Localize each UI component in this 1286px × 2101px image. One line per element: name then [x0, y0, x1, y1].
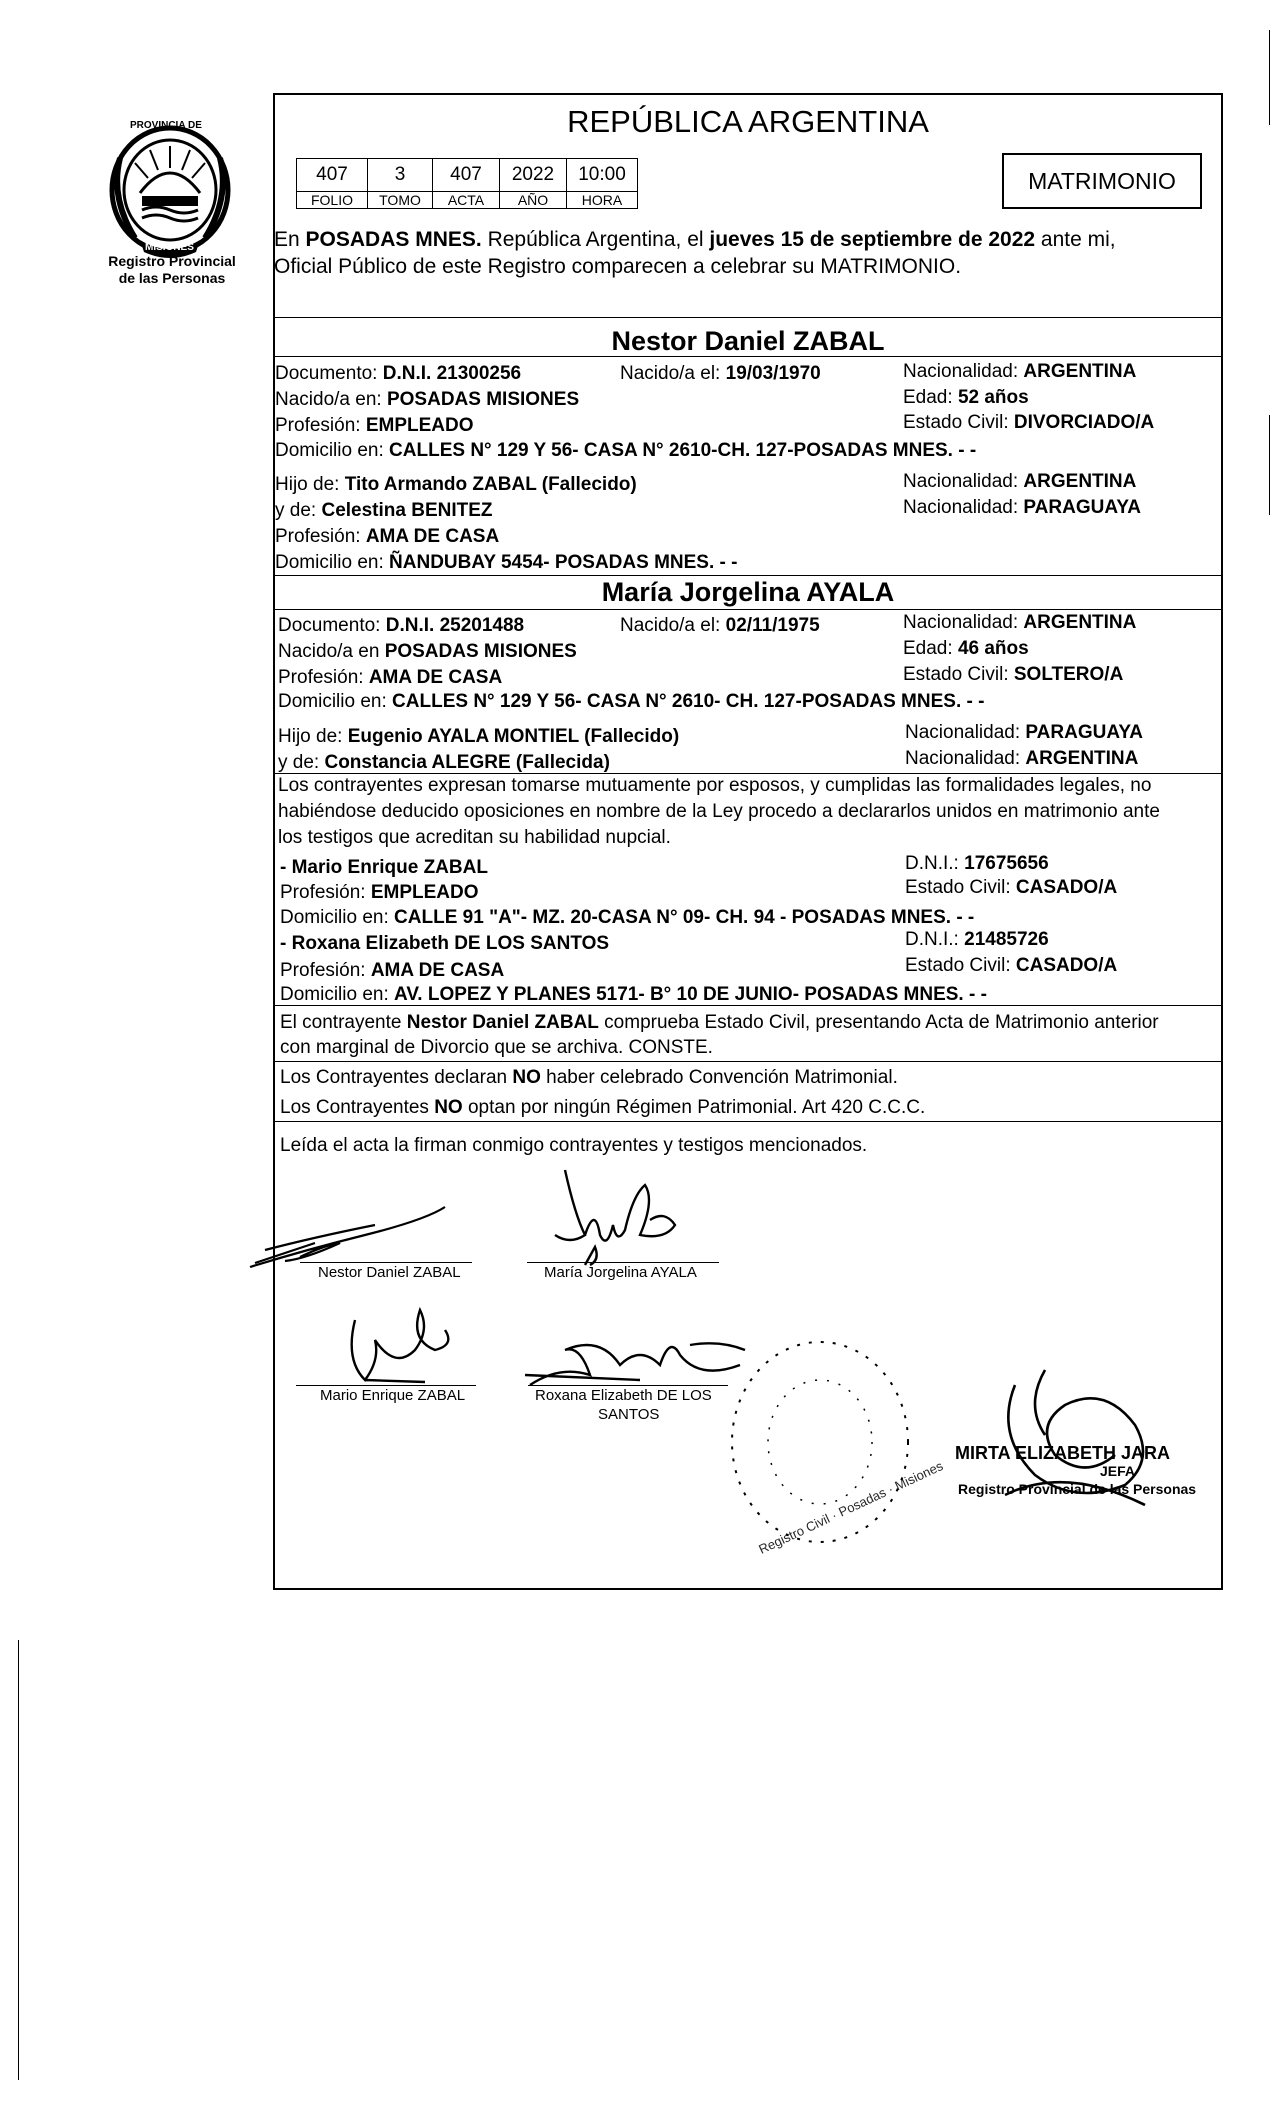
convention-line-1: Los Contrayentes declaran NO haber celebrado Convención Matrimonial.	[280, 1067, 898, 1088]
signature-nestor	[245, 1195, 455, 1275]
spouse2-age: Edad: 46 años	[903, 638, 1029, 659]
declaration-line-1: Los contrayentes expresan tomarse mutuamente por esposos, y cumplidas las formalidades legales, no	[278, 775, 1152, 796]
divider	[273, 575, 1223, 576]
witness1-dni: D.N.I.: 17675656	[905, 853, 1049, 874]
margin-mark	[1269, 30, 1270, 125]
signature-line	[528, 1385, 728, 1386]
spouse1-parent-address: Domicilio en: ÑANDUBAY 5454- POSADAS MNES. - -	[275, 552, 738, 573]
signature-line	[300, 1262, 472, 1263]
signature-label-nestor: Nestor Daniel ZABAL	[318, 1264, 461, 1281]
tomo-label: TOMO	[368, 192, 433, 209]
witness1-name: - Mario Enrique ZABAL	[280, 857, 488, 878]
logo-arc-bottom: MISIONES	[145, 242, 194, 253]
witness1-profession: Profesión: EMPLEADO	[280, 882, 479, 903]
spouse1-mother-nationality: Nacionalidad: PARAGUAYA	[903, 497, 1141, 518]
spouse1-nationality: Nacionalidad: ARGENTINA	[903, 361, 1137, 382]
spouse1-birthplace: Nacido/a en: POSADAS MISIONES	[275, 389, 580, 410]
declaration-line-3: los testigos que acreditan su habilidad nupcial.	[278, 827, 671, 848]
divider	[273, 773, 1223, 774]
closing-text: Leída el acta la firman conmigo contrayentes y testigos mencionados.	[280, 1135, 868, 1156]
note-line-2: con marginal de Divorcio que se archiva. CONSTE.	[280, 1037, 713, 1058]
hora-label: HORA	[567, 192, 638, 209]
margin-mark	[1269, 415, 1270, 515]
spouse2-address: Domicilio en: CALLES N° 129 Y 56- CASA N° 2610- CH. 127-POSADAS MNES. - -	[278, 691, 985, 712]
logo-caption-1: Registro Provincial	[108, 253, 236, 269]
declaration-line-2: habiéndose deducido oposiciones en nombre de la Ley procedo a declararlos unidos en matrimonio ante	[278, 801, 1160, 822]
signature-label-maria: María Jorgelina AYALA	[544, 1264, 697, 1281]
intro-line-2: Oficial Público de este Registro comparecen a celebrar su MATRIMONIO.	[274, 255, 962, 278]
intro-line-1: En POSADAS MNES. República Argentina, el jueves 15 de septiembre de 2022 ante mi,	[274, 228, 1116, 251]
witness2-profession: Profesión: AMA DE CASA	[280, 960, 505, 981]
spouse2-profession: Profesión: AMA DE CASA	[278, 667, 503, 688]
anio-value: 2022	[500, 159, 567, 192]
logo-arc-top: PROVINCIA DE	[130, 120, 202, 131]
divider	[273, 356, 1223, 357]
spouse1-profession: Profesión: EMPLEADO	[275, 415, 474, 436]
province-logo	[100, 118, 240, 258]
tomo-value: 3	[368, 159, 433, 192]
acta-label: ACTA	[433, 192, 500, 209]
seal-text: Registro Civil · Posadas · Misiones	[756, 1458, 946, 1557]
spouse2-father-nationality: Nacionalidad: PARAGUAYA	[905, 722, 1143, 743]
note-line-1: El contrayente Nestor Daniel ZABAL comprueba Estado Civil, presentando Acta de Matrimonio anterior	[280, 1012, 1159, 1033]
divider	[273, 1121, 1223, 1122]
anio-label: AÑO	[500, 192, 567, 209]
spouse2-civil-status: Estado Civil: SOLTERO/A	[903, 664, 1124, 685]
divider	[273, 609, 1223, 610]
official-role: JEFA	[1100, 1463, 1136, 1479]
signature-label-roxana-2: SANTOS	[598, 1406, 660, 1423]
divider	[273, 317, 1223, 318]
signature-mario	[335, 1300, 475, 1390]
witness2-address: Domicilio en: AV. LOPEZ Y PLANES 5171- B° 10 DE JUNIO- POSADAS MNES. - -	[280, 984, 987, 1005]
spouse2-father: Hijo de: Eugenio AYALA MONTIEL (Fallecido)	[278, 726, 680, 747]
spouse1-father: Hijo de: Tito Armando ZABAL (Fallecido)	[275, 474, 637, 495]
spouse2-nationality: Nacionalidad: ARGENTINA	[903, 612, 1137, 633]
witness1-civil-status: Estado Civil: CASADO/A	[905, 877, 1118, 898]
spouse1-birthdate: Nacido/a el: 19/03/1970	[620, 363, 821, 384]
misiones-coat-of-arms	[100, 118, 240, 258]
spouse1-document: Documento: D.N.I. 21300256	[275, 363, 522, 384]
spouse1-parent-profession: Profesión: AMA DE CASA	[275, 526, 500, 547]
document-type-box: MATRIMONIO	[1002, 153, 1202, 209]
divider	[273, 1005, 1223, 1006]
folio-label: FOLIO	[297, 192, 368, 209]
witness2-dni: D.N.I.: 21485726	[905, 929, 1049, 950]
official-office: Registro Provincial de las Personas	[958, 1481, 1197, 1497]
spouse1-mother: y de: Celestina BENITEZ	[275, 500, 493, 521]
spouse1-address: Domicilio en: CALLES N° 129 Y 56- CASA N° 2610-CH. 127-POSADAS MNES. - -	[275, 440, 977, 461]
logo-caption-2: de las Personas	[118, 270, 226, 286]
witness2-name: - Roxana Elizabeth DE LOS SANTOS	[280, 933, 610, 954]
folio-value: 407	[297, 159, 368, 192]
spouse2-mother-nationality: Nacionalidad: ARGENTINA	[905, 748, 1139, 769]
witness1-address: Domicilio en: CALLE 91 "A"- MZ. 20-CASA N° 09- CH. 94 - POSADAS MNES. - -	[280, 907, 975, 928]
spouse1-name: Nestor Daniel ZABAL	[611, 326, 885, 356]
spouse2-name: María Jorgelina AYALA	[601, 577, 895, 607]
convention-line-2: Los Contrayentes NO optan por ningún Régimen Patrimonial. Art 420 C.C.C.	[280, 1097, 926, 1118]
spouse1-age: Edad: 52 años	[903, 387, 1029, 408]
spouse2-birthdate: Nacido/a el: 02/11/1975	[620, 615, 820, 636]
signature-label-mario: Mario Enrique ZABAL	[320, 1387, 466, 1404]
witness2-civil-status: Estado Civil: CASADO/A	[905, 955, 1118, 976]
spouse1-father-nationality: Nacionalidad: ARGENTINA	[903, 471, 1137, 492]
spouse2-mother: y de: Constancia ALEGRE (Fallecida)	[278, 752, 610, 773]
registry-table	[296, 158, 638, 209]
acta-value: 407	[433, 159, 500, 192]
signature-label-roxana-1: Roxana Elizabeth DE LOS	[535, 1387, 712, 1404]
signature-line	[527, 1262, 719, 1263]
spouse1-civil-status: Estado Civil: DIVORCIADO/A	[903, 412, 1155, 433]
spouse2-document: Documento: D.N.I. 25201488	[278, 615, 525, 636]
spouse2-birthplace: Nacido/a en POSADAS MISIONES	[278, 641, 577, 662]
margin-mark	[18, 1640, 19, 2080]
divider	[273, 1061, 1223, 1062]
official-name: MIRTA ELIZABETH JARA	[955, 1443, 1170, 1463]
signature-line	[296, 1385, 476, 1386]
country-title: REPÚBLICA ARGENTINA	[567, 104, 929, 139]
hora-value: 10:00	[567, 159, 638, 192]
signature-maria	[545, 1165, 705, 1275]
